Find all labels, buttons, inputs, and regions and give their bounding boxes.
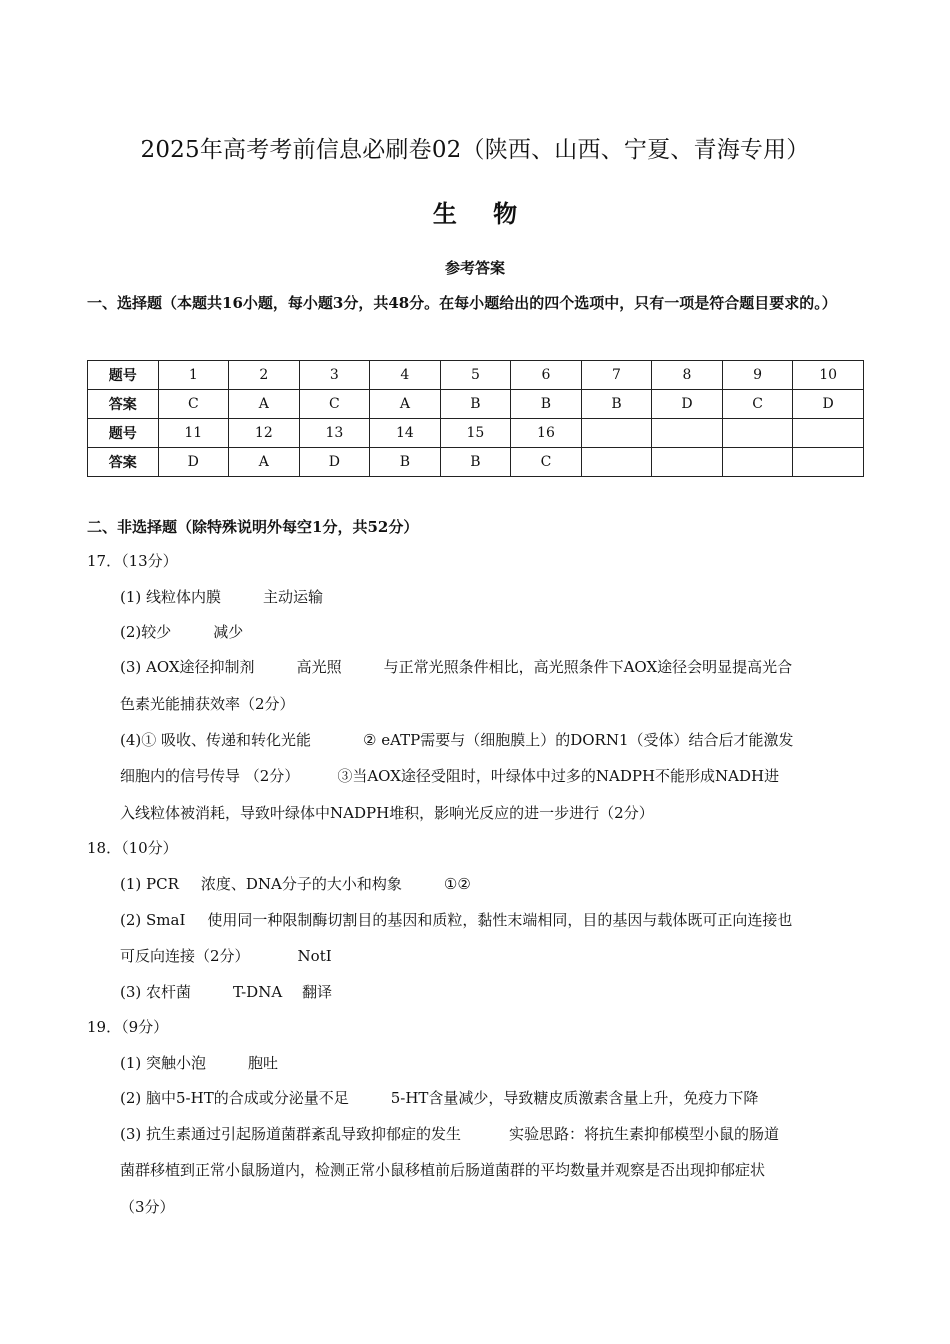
table-cell: 9 (722, 361, 793, 390)
q19-l2-a: (2) 脑中5-HT的合成或分泌量不足 (120, 1089, 349, 1107)
table-cell: C (722, 390, 793, 419)
table-cell (793, 419, 864, 448)
q17-l5-b: ② eATP需要与（细胞膜上）的DORN1（受体）结合后才能激发 (363, 731, 794, 749)
table-cell: 2 (229, 361, 300, 390)
reference-answer-label: 参考答案 (444, 259, 505, 277)
table-cell: C (299, 390, 370, 419)
row-label: 答案 (88, 390, 159, 419)
q17-l1-a: (1) 线粒体内膜 (120, 588, 222, 606)
q18-line2 (120, 908, 792, 932)
table-cell (581, 448, 652, 477)
q19-l3-b: 实验思路：将抗生素抑郁模型小鼠的肠道 (509, 1125, 780, 1143)
table-cell: 10 (793, 361, 864, 390)
q19-line4: 菌群移植到正常小鼠肠道内，检测正常小鼠移植前后肠道菌群的平均数量并观察是否出现抑郁症状 (120, 1161, 766, 1179)
table-cell: B (440, 448, 511, 477)
document-title: 2025年高考考前信息必刷卷02（陕西、山西、宁夏、青海专用） (140, 137, 810, 163)
table-cell: 8 (652, 361, 723, 390)
table-cell: C (158, 390, 229, 419)
row-label: 题号 (88, 419, 159, 448)
table-cell (722, 419, 793, 448)
q17-line4: 色素光能捕获效率（2分） (120, 695, 295, 713)
q17-line3 (120, 655, 792, 679)
answer-table (87, 360, 864, 477)
row-label: 题号 (88, 361, 159, 390)
q17-l2-a: (2)较少 (120, 623, 172, 641)
q18-l1-b: 浓度、DNA分子的大小和构象 (200, 875, 402, 893)
q17-line1 (120, 585, 323, 609)
table-cell: A (229, 390, 300, 419)
q17-l1-b: 主动运输 (263, 588, 324, 606)
table-cell: D (158, 448, 229, 477)
table-cell: 11 (158, 419, 229, 448)
q17-line6 (120, 764, 779, 788)
table-cell (652, 419, 723, 448)
q17-l5-a: (4)① 吸收、传递和转化光能 (120, 731, 312, 749)
q17-line2 (120, 620, 243, 644)
table-cell: B (511, 390, 582, 419)
q18-l1-c: ①② (443, 875, 471, 893)
question-number-row (88, 361, 864, 390)
table-cell (652, 448, 723, 477)
q18-l3-a: 可反向连接（2分） (120, 947, 250, 965)
q18-l4-b: T-DNA (233, 983, 283, 1001)
answer-row (88, 448, 864, 477)
q18-l1-a: (1) PCR (120, 875, 179, 893)
section2-heading: 二、非选择题（除特殊说明外每空1分，共52分） (87, 518, 419, 536)
table-cell (793, 448, 864, 477)
q17-l6-a: 细胞内的信号传导 （2分） (120, 767, 300, 785)
q17-l6-b: ③当AOX途径受阻时，叶绿体中过多的NADPH不能形成NADH进 (337, 767, 780, 785)
table-cell (581, 419, 652, 448)
q18-l2-a: (2) SmaI (120, 911, 186, 929)
table-cell: D (299, 448, 370, 477)
q19-l3-a: (3) 抗生素通过引起肠道菌群紊乱导致抑郁症的发生 (120, 1125, 462, 1143)
table-cell: 5 (440, 361, 511, 390)
table-cell: 1 (158, 361, 229, 390)
table-cell: C (511, 448, 582, 477)
table-cell (722, 448, 793, 477)
q19-line1 (120, 1051, 278, 1075)
table-cell: 12 (229, 419, 300, 448)
table-cell: 15 (440, 419, 511, 448)
answer-row (88, 390, 864, 419)
q17-line5 (120, 728, 794, 752)
q19-l2-b: 5-HT含量减少，导致糖皮质激素含量上升，免疫力下降 (390, 1089, 759, 1107)
table-cell: 6 (511, 361, 582, 390)
q18-l2-b: 使用同一种限制酶切割目的基因和质粒，黏性末端相同，目的基因与载体既可正向连接也 (207, 911, 793, 929)
q19-line3 (120, 1122, 779, 1146)
q17-l3-b: 高光照 (296, 658, 342, 676)
table-cell: B (440, 390, 511, 419)
table-cell: 13 (299, 419, 370, 448)
q18-header: 18．（10分） (87, 839, 178, 857)
table-cell: A (229, 448, 300, 477)
table-cell: D (793, 390, 864, 419)
table-cell: A (370, 390, 441, 419)
q19-line2 (120, 1086, 758, 1110)
table-cell: D (652, 390, 723, 419)
question-number-row (88, 419, 864, 448)
table-cell: 16 (511, 419, 582, 448)
q18-line3 (120, 944, 332, 968)
q18-line1 (120, 872, 471, 896)
table-cell: B (581, 390, 652, 419)
q17-l3-a: (3) AOX途径抑制剂 (120, 658, 255, 676)
q18-l4-a: (3) 农杆菌 (120, 983, 192, 1001)
q19-l1-a: (1) 突触小泡 (120, 1054, 207, 1072)
q18-line4 (120, 980, 332, 1004)
table-cell: 4 (370, 361, 441, 390)
q18-l3-b: NotI (297, 947, 332, 965)
subject-heading: 生 物 (432, 199, 532, 228)
table-cell: 7 (581, 361, 652, 390)
row-label: 答案 (88, 448, 159, 477)
q17-line7: 入线粒体被消耗，导致叶绿体中NADPH堆积，影响光反应的进一步进行（2分） (120, 804, 654, 822)
q17-l3-c: 与正常光照条件相比，高光照条件下AOX途径会明显提高光合 (383, 658, 793, 676)
q19-l1-b: 胞吐 (248, 1054, 279, 1072)
table-cell: 3 (299, 361, 370, 390)
section1-heading: 一、选择题（本题共16小题，每小题3分，共48分。在每小题给出的四个选项中，只有一项是符合题目要求的。） (87, 294, 837, 312)
q19-header: 19．（9分） (87, 1018, 169, 1036)
q17-l2-b: 减少 (213, 623, 244, 641)
q19-line5: （3分） (120, 1198, 175, 1216)
q18-l4-c: 翻译 (302, 983, 333, 1001)
table-cell: B (370, 448, 441, 477)
q17-header: 17．（13分） (87, 552, 178, 570)
table-cell: 14 (370, 419, 441, 448)
